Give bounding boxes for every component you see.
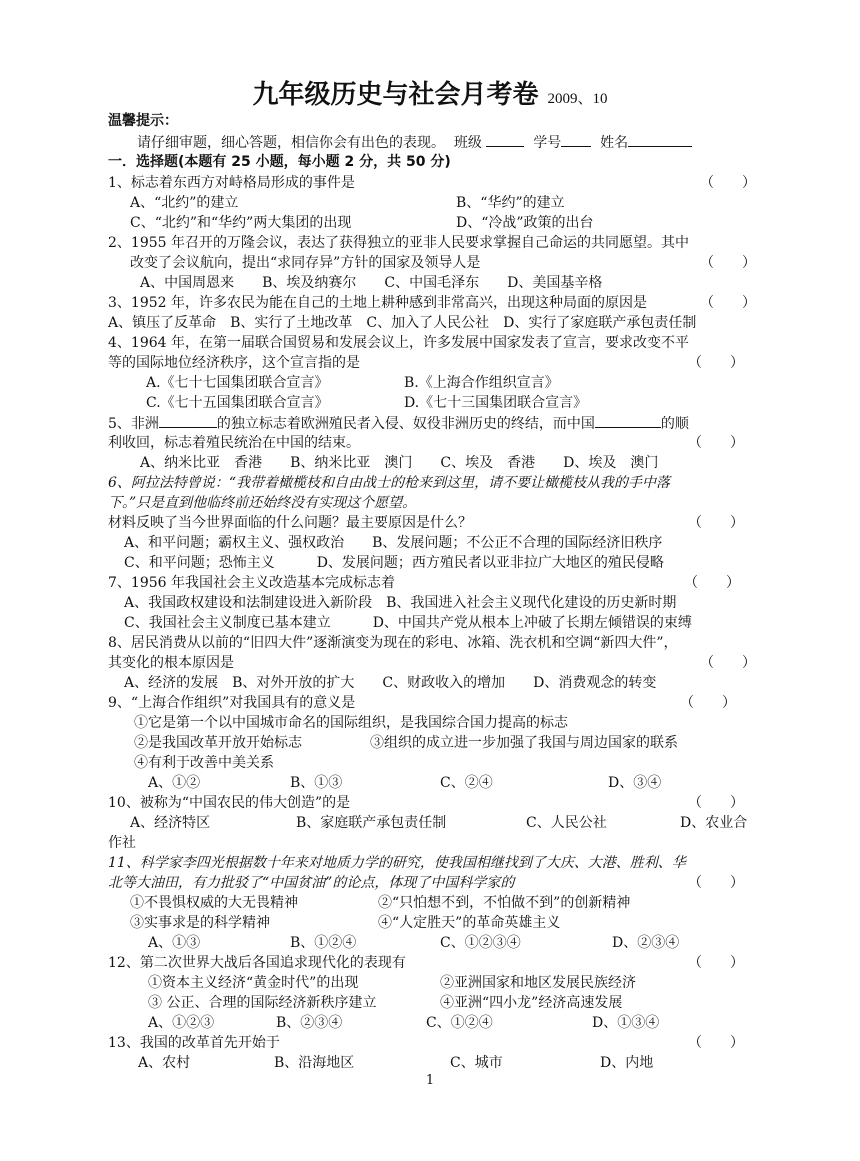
answer-paren-13[interactable]: （ ）: [688, 1035, 744, 1051]
class-label: 班级: [453, 135, 482, 151]
student-info-row: [137, 132, 692, 153]
question-4-line1: 4、1964 年，在第一届联合国贸易和发展会议上，许多发展中国家发表了宣言，要求改变不平: [108, 335, 689, 351]
question-6-line2: 下。”只是直到他临终前还始终没有实现这个愿望。: [108, 495, 417, 511]
question-5-line2: 利收回，标志着殖民统治在中国的结束。: [108, 435, 360, 451]
statement-12-4: ④亚洲“四小龙”经济高速发展: [440, 995, 623, 1011]
option-12a: A、①②③: [148, 1015, 215, 1031]
option-13a: A、农村: [138, 1055, 191, 1071]
answer-paren-1[interactable]: （ ）: [700, 175, 756, 191]
statement-9-4: ④有利于改善中美关系: [134, 755, 274, 771]
tips-text: 请仔细审题，细心答题，相信你会有出色的表现。: [137, 135, 445, 151]
options-2: A、中国周恩来 B、埃及纳赛尔 C、中国毛泽东 D、美国基辛格: [140, 275, 603, 291]
answer-paren-8[interactable]: （ ）: [700, 655, 756, 671]
option-9a: A、①②: [148, 775, 201, 791]
q5-blank-1[interactable]: [159, 413, 217, 428]
question-5-line1: [108, 413, 689, 434]
answer-paren-9[interactable]: （ ）: [680, 695, 736, 711]
q5-part-a: 5、非洲: [108, 416, 159, 432]
option-1c: C、“北约”和“华约”两大集团的出现: [130, 215, 352, 231]
number-label: 学号: [533, 135, 562, 151]
answer-paren-12[interactable]: （ ）: [688, 955, 744, 971]
answer-paren-6[interactable]: （ ）: [688, 515, 744, 531]
options-5: A、纳米比亚 香港 B、纳米比亚 澳门 C、埃及 香港 D、埃及 澳门: [140, 455, 659, 471]
option-4d: D.《七十三国集团联合宣言》: [404, 395, 588, 411]
question-11-line1: 11、科学家李四光根据数十年来对地质力学的研究，使我国相继找到了大庆、大港、胜利、华: [108, 855, 686, 871]
section-heading: 一．选择题(本题有 25 小题，每小题 2 分，共 50 分): [108, 154, 451, 170]
option-9b: B、①③: [290, 775, 343, 791]
option-4b: B.《上海合作组织宣言》: [404, 375, 559, 391]
statement-9-3: ③组织的成立进一步加强了我国与周边国家的联系: [370, 735, 678, 751]
option-11d: D、②③④: [612, 935, 680, 951]
answer-paren-4[interactable]: （ ）: [688, 355, 744, 371]
option-9d: D、③④: [608, 775, 662, 791]
question-11-line2: 北等大油田，有力批驳了“中国贫油”的论点，体现了中国科学家的: [108, 875, 515, 891]
option-12b: B、②③④: [276, 1015, 343, 1031]
name-field[interactable]: [628, 132, 692, 147]
option-13b: B、沿海地区: [274, 1055, 355, 1071]
statement-11-4: ④“人定胜天”的革命英雄主义: [378, 915, 561, 931]
question-12: 12、第二次世界大战后各国追求现代化的表现有: [108, 955, 406, 971]
option-7a: A、我国政权建设和法制建设进入新阶段 B、我国进入社会主义现代化建设的历史新时期: [124, 595, 677, 611]
statement-12-2: ②亚洲国家和地区发展民族经济: [440, 975, 636, 991]
option-6b: C、和平问题；恐怖主义 D、发展问题；西方殖民者以亚非拉广大地区的殖民侵略: [124, 555, 664, 571]
statement-11-3: ③实事求是的科学精神: [130, 915, 270, 931]
statement-12-1: ①资本主义经济“黄金时代”的出现: [148, 975, 359, 991]
tips-heading: 温馨提示：: [108, 113, 178, 129]
question-10: 10、被称为“中国农民的伟大创造”的是: [108, 795, 351, 811]
option-10d-cont: 作社: [108, 835, 136, 851]
question-4-line2: 等的国际地位经济秩序，这个宣言指的是: [108, 355, 360, 371]
option-11c: C、①②③④: [440, 935, 521, 951]
option-4c: C.《七十五国集团联合宣言》: [146, 395, 329, 411]
statement-12-3: ③ 公正、合理的国际经济新秩序建立: [148, 995, 377, 1011]
option-12c: C、①②④: [426, 1015, 493, 1031]
number-field[interactable]: [561, 132, 591, 147]
options-8: A、经济的发展 B、对外开放的扩大 C、财政收入的增加 D、消费观念的转变: [124, 675, 657, 691]
page-number: 1: [425, 1073, 435, 1088]
title-text: 九年级历史与社会月考卷: [252, 80, 539, 110]
option-6a: A、和平问题；霸权主义、强权政治 B、发展问题；不公正不合理的国际经济旧秩序: [124, 535, 663, 551]
question-3: 3、1952 年，许多农民为能在自己的土地上耕种感到非常高兴，出现这种局面的原因是: [108, 295, 647, 311]
question-6-line1: 6、阿拉法特曾说：“我带着橄榄枝和自由战士的枪来到这里，请不要让橄榄枝从我的手中落: [108, 475, 671, 491]
option-1a: A、“北约”的建立: [130, 195, 239, 211]
option-10c: C、人民公社: [526, 815, 607, 831]
option-12d: D、①③④: [592, 1015, 660, 1031]
question-2-line1: 2、1955 年召开的万隆会议，表达了获得独立的亚非人民要求掌握自己命运的共同愿望。其中: [108, 235, 689, 251]
statement-9-2: ②是我国改革开放开始标志: [134, 735, 302, 751]
option-7b: C、我国社会主义制度已基本建立 D、中国共产党从根本上冲破了长期左倾错误的束缚: [124, 615, 692, 631]
option-4a: A.《七十七国集团联合宣言》: [146, 375, 329, 391]
q5-part-b: 的独立标志着欧洲殖民者入侵、奴役非洲历史的终结，而中国: [216, 416, 595, 432]
q5-blank-2[interactable]: [595, 413, 661, 428]
question-8-line2: 其变化的根本原因是: [108, 655, 234, 671]
answer-paren-5[interactable]: （ ）: [688, 435, 744, 451]
answer-paren-2[interactable]: （ ）: [700, 255, 756, 271]
question-6-line3: 材料反映了当今世界面临的什么问题？最主要原因是什么？: [108, 515, 472, 531]
name-label: 姓名: [600, 135, 629, 151]
option-10d: D、农业合: [680, 815, 748, 831]
option-11b: B、①②④: [290, 935, 357, 951]
class-field[interactable]: [486, 132, 524, 147]
answer-paren-10[interactable]: （ ）: [688, 795, 744, 811]
statement-9-1: ①它是第一个以中国城市命名的国际组织，是我国综合国力提高的标志: [134, 715, 568, 731]
option-1d: D、“冷战”政策的出台: [456, 215, 594, 231]
answer-paren-3[interactable]: （ ）: [700, 295, 756, 311]
statement-11-1: ①不畏惧权威的大无畏精神: [130, 895, 298, 911]
statement-11-2: ②“只怕想不到，不怕做不到”的创新精神: [378, 895, 631, 911]
q5-part-c: 的顺: [660, 416, 689, 432]
question-2-line2: 改变了会议航向，提出“求同存异”方针的国家及领导人是: [130, 255, 481, 271]
question-13: 13、我国的改革首先开始于: [108, 1035, 280, 1051]
options-3: A、镇压了反革命 B、实行了土地改革 C、加入了人民公社 D、实行了家庭联产承包责任制: [108, 315, 697, 331]
option-11a: A、①③: [148, 935, 201, 951]
question-7: 7、1956 年我国社会主义改造基本完成标志着: [108, 575, 395, 591]
exam-date: 2009、10: [547, 91, 608, 107]
answer-paren-7[interactable]: （ ）: [684, 575, 740, 591]
answer-paren-11[interactable]: （ ）: [688, 875, 744, 891]
option-13d: D、内地: [600, 1055, 654, 1071]
option-10b: B、家庭联产承包责任制: [296, 815, 447, 831]
option-10a: A、经济特区: [130, 815, 211, 831]
question-8-line1: 8、居民消费从以前的“旧四大件”逐渐演变为现在的彩电、冰箱、洗衣机和空调“新四大件”，: [108, 635, 678, 651]
question-1: 1、标志着东西方对峙格局形成的事件是: [108, 175, 355, 191]
option-9c: C、②④: [440, 775, 493, 791]
option-1b: B、“华约”的建立: [456, 195, 565, 211]
question-9: 9、“上海合作组织”对我国具有的意义是: [108, 695, 356, 711]
option-13c: C、城市: [450, 1055, 503, 1071]
